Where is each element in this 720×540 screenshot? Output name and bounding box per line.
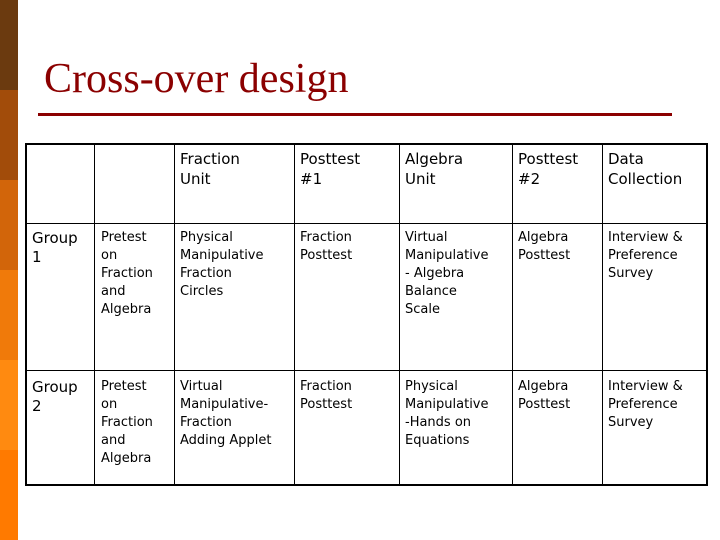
group-1-posttest-2: Algebra Posttest — [518, 230, 571, 263]
crossover-table — [25, 143, 708, 486]
sidebar-segment — [0, 450, 18, 540]
column-divider — [512, 145, 513, 484]
group-1-fraction-unit: Physical Manipulative Fraction Circles — [180, 230, 264, 299]
decorative-sidebar — [0, 0, 18, 540]
column-divider — [94, 145, 95, 484]
group-1-data-collection: Interview & Preference Survey — [608, 230, 683, 281]
header-fraction-unit: Fraction Unit — [180, 150, 240, 188]
group-1-posttest-1: Fraction Posttest — [300, 230, 353, 263]
header-posttest-2: Posttest #2 — [518, 150, 579, 188]
sidebar-segment — [0, 270, 18, 360]
column-divider — [399, 145, 400, 484]
group-2-posttest-2: Algebra Posttest — [518, 379, 571, 412]
row-divider — [27, 223, 706, 224]
group-1-label: Group 1 — [32, 229, 78, 266]
sidebar-segment — [0, 360, 18, 450]
group-2-data-collection: Interview & Preference Survey — [608, 379, 683, 430]
group-2-posttest-1: Fraction Posttest — [300, 379, 353, 412]
header-posttest-1: Posttest #1 — [300, 150, 361, 188]
column-divider — [174, 145, 175, 484]
title-underline — [38, 113, 672, 116]
slide-title: Cross-over design — [44, 56, 349, 102]
header-data-collection: Data Collection — [608, 150, 683, 188]
sidebar-segment — [0, 0, 18, 90]
header-algebra-unit: Algebra Unit — [405, 150, 464, 188]
group-2-label: Group 2 — [32, 378, 78, 415]
group-2-fraction-unit: Virtual Manipulative- Fraction Adding Applet — [180, 379, 272, 448]
sidebar-segment — [0, 180, 18, 270]
group-2-algebra-unit: Physical Manipulative -Hands on Equations — [405, 379, 489, 448]
group-2-pretest: Pretest on Fraction and Algebra — [101, 379, 153, 466]
group-1-pretest: Pretest on Fraction and Algebra — [101, 230, 153, 317]
group-1-algebra-unit: Virtual Manipulative - Algebra Balance Scale — [405, 230, 489, 317]
column-divider — [602, 145, 603, 484]
sidebar-segment — [0, 90, 18, 180]
row-divider — [27, 370, 706, 371]
column-divider — [294, 145, 295, 484]
